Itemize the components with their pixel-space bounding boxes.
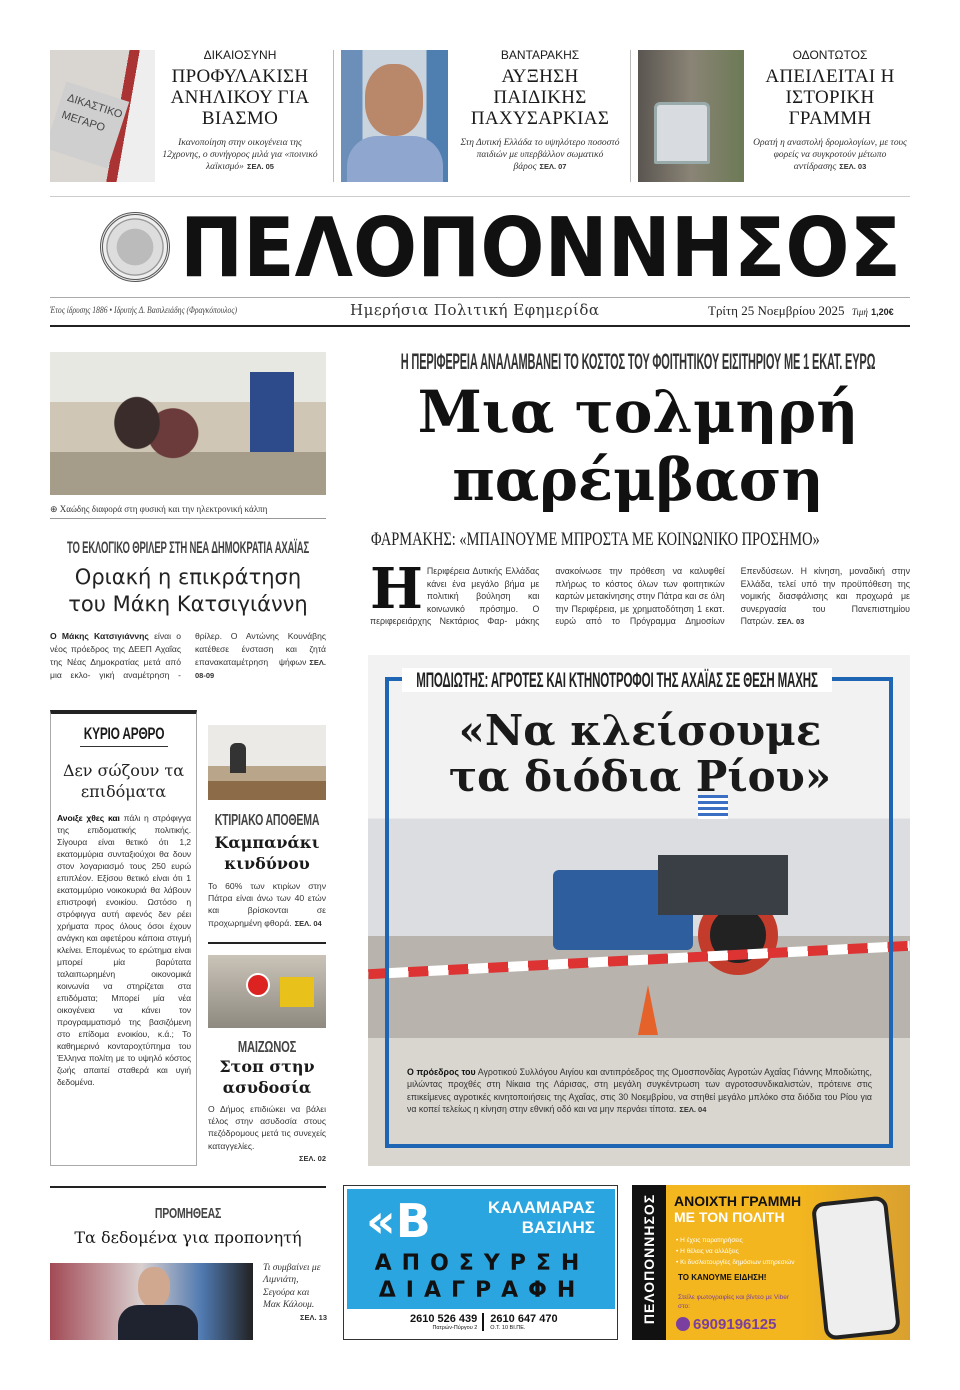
teaser-headline: ΑΠΕΙΛΕΙΤΑΙ Η ΙΣΤΟΡΙΚΗ ΓΡΑΜΜΗ (765, 66, 895, 129)
left-story-headline[interactable]: Οριακή η επικράτηση του Μάκη Κατσιγιάννη (68, 565, 308, 616)
voting-booth (250, 372, 294, 452)
teaser-2[interactable] (455, 48, 625, 173)
ad-phone: 6909196125 (676, 1316, 776, 1333)
ad-cta: ΤΟ ΚΑΝΟΥΜΕ ΕΙΔΗΣΗ! (678, 1273, 767, 1282)
teaser-summary: Ικανοποίηση στην οικογένεια της 12χρονης, ο συνήγορος μιλά για «ποινικό λαϊκισμό» ΣΕΛ. 05 (162, 138, 318, 172)
divider (630, 50, 631, 182)
coach-photo[interactable] (50, 1263, 253, 1340)
divider (50, 196, 910, 197)
ad-send: Στείλε φωτογραφίες και βίντεο με Viber στο: (678, 1294, 790, 1310)
sidewalk-barrier-photo[interactable] (208, 955, 326, 1028)
main-subhead: ΦΑΡΜΑΚΗΣ: «ΜΠΑΙΝΟΥΜΕ ΜΠΡΟΣΤΑ ΜΕ ΚΟΙΝΩΝΙΚΟ ΠΡΟΣΗΜΟ» (371, 530, 820, 550)
warning-sign (280, 977, 314, 1007)
portrait-face (365, 64, 423, 136)
main-kicker: Η ΠΕΡΙΦΕΡΕΙΑ ΑΝΑΛΑΜΒΑΝΕΙ ΤΟ ΚΟΣΤΟΣ ΤΟΥ ΦΟΙΤΗΤΙΚΟΥ ΕΙΣΙΤΗΡΙΟΥ ΜΕ 1 ΕΚΑΤ. ΕΥΡΩ (400, 349, 876, 374)
editorial-kicker: ΚΥΡΙΟ ΑΡΘΡΟ (83, 724, 164, 743)
courthouse-sign: ΔΙΚΑΣΤΙΚΟ ΜΕΓΑΡΟ (50, 82, 129, 169)
no-entry-sign (246, 973, 270, 997)
masthead-logo-seal (100, 212, 170, 282)
founding-info: Έτος ίδρυσης 1886 • Ιδρυτής Δ. Βασιλειάδης (Φραγκόπουλος) (50, 305, 237, 315)
teaser-photo-train[interactable] (638, 50, 744, 182)
ad-title: ΑΝΟΙΧΤΗ ΓΡΑΜΜΗ ΜΕ ΤΟΝ ΠΟΛΙΤΗ (674, 1193, 802, 1225)
ad-bullets: • Η έχεις παρατηρήσεις • Η θέλεις να αλλάξεις • Κι δυσλειτουργίες δημόσιων υπηρεσιών (676, 1237, 795, 1266)
teaser-3[interactable] (750, 48, 910, 173)
feature-caption: Ο πρόεδρος του Αγροτικού Συλλόγου Αιγίου και αντιπρόεδρος της Ομοσπονδίας Αγροτών Αχαΐας Γιάννης Μποδιώτης, μιλώντας προχθές στη Νίκαια της Λάρισας, στη μεγάλη συγκέντρωση των αγροτοσυνδικαλιστών, πρότεινε στις επικείμενες αγροτικές κινητοποιήσεις της Αχαΐας, στις 30 Νοεμβρίου, να στηθεί μεγάλο μπλόκο στα διόδια του Ρίου για να κοπεί τελείως η κίνηση στην εθνική οδό και να μην περνάει τίποτα. ΣΕΛ. 04 (407, 1067, 872, 1114)
polling-photo[interactable] (50, 352, 326, 495)
ad-brand: ΚΑΛΑΜΑΡΑΣ ΒΑΣΙΛΗΣ (487, 1198, 595, 1237)
side2-body: Ο Δήμος επιδιώκει να βάλει τέλος στην ασυδοσία στους πεζόδρομους μετά τις συνεχείς καταγγελίες. ΣΕΛ. 02 (208, 1104, 326, 1163)
teaser-summary: Στη Δυτική Ελλάδα το υψηλότερο ποσοστό παιδιών με υπερβάλλον σωματικό βάρος ΣΕΛ. 07 (460, 138, 620, 172)
coach-face (138, 1267, 170, 1307)
teaser-kicker: ΒΑΝΤΑΡΑΚΗΣ (500, 48, 580, 62)
teaser-summary: Ορατή η αναστολή δρομολογίων, με τους φορείς να συγκροτούν μέτωπο αντίδρασης ΣΕΛ. 03 (753, 138, 907, 172)
sports-kicker: ΠΡΟΜΗΘΕΑΣ (154, 1205, 222, 1222)
ad-open-line[interactable] (632, 1185, 910, 1340)
sports-body: Τι συμβαίνει με Λιμνιάτη, Σεγούρα και Μακ Κάλουμ. ΣΕΛ. 13 (263, 1263, 327, 1322)
ad-service: ΑΠΟΣΥΡΣΗ ΔΙΑΓΡΑΦΗ (374, 1251, 590, 1303)
main-body: Η Περιφέρεια Δυτικής Ελλάδας κάνει ένα μεγάλο βήμα με πολιτική βούληση και κοινωνικό πρόσημο. Ο περιφερειάρχης Νεκτάριος Φαρ- μάκης ανακοίνωσε την πρόθεση να καλυφθεί πλήρως το κόστος όλων των φοιτητικών καρτών μετακίνησης στην Πάτρα και σε όλη την Περιφέρεια, με χρηματοδότηση 1 εκατ. ευρώ από το Πρόγραμμα Δημοσίων Επενδύσεων. Η κίνηση, μοναδική στην Ελλάδα, τελεί υπό την προϋπόθεση της νομικής διασφάλισης και προχωρά με συνεργασία του Πανεπιστημίου Πατρών. ΣΕΛ. 03 (370, 556, 910, 627)
teaser-photo-portrait[interactable] (341, 50, 448, 182)
masthead-title: ΠΕΛΟΠΟΝΝΗΣΟΣ (180, 201, 902, 296)
teaser-photo-courthouse[interactable] (50, 50, 155, 182)
editorial-headline[interactable]: Δεν σώζουν τα επιδόματα (62, 761, 185, 801)
portrait-shirt (347, 136, 443, 182)
dropcap: Η (370, 556, 423, 622)
viber-icon (676, 1317, 690, 1331)
ad-side-title: ΠΕΛΟΠΟΝΝΗΣΟΣ (641, 1193, 657, 1325)
issue-date: Τρίτη 25 Νοεμβρίου 2025 Τιμή 1,20€ (708, 303, 894, 318)
tagline: Ημερήσια Πολιτική Εφημερίδα (350, 301, 600, 319)
side1-headline[interactable]: Καμπανάκι κινδύνου (214, 833, 320, 873)
main-headline[interactable]: Μια τολμηρή παρέμβαση (417, 378, 859, 514)
side2-kicker: ΜΑΙΖΩΝΟΣ (237, 1039, 297, 1056)
divider (208, 942, 326, 944)
side2-headline[interactable]: Στοπ στην ασυδοσία (219, 1057, 315, 1097)
kb-logo-icon: «B (366, 1194, 431, 1248)
teaser-headline: ΑΥΞΗΣΗ ΠΑΙΔΙΚΗΣ ΠΑΧΥΣΑΡΚΙΑΣ (470, 66, 610, 129)
feature-headline[interactable]: «Να κλείσουμε τα διόδια Ρίου» (448, 706, 832, 801)
photo-caption: ⊕ Χαώδης διαφορά στη φυσική και την ηλεκτρονική κάλπη (50, 504, 268, 514)
editorial-body: Ανοιξε χθες και πάλι η στρόφιγγα της επιδοματικής πολιτικής. Σίγουρα είναι θετικό ότι 1,2 εκατομμύρια συνταξιούχοι θα δουν στον λογαριασμό τους 250 ευρώ επιπλέον. Εξίσου θετικό είναι ότι 1 εκατομμύριο νοικοκυριά θα λάβουν επιστροφή ενοικίου. Ωστόσο η στρόφιγγα αυτή αφενός δεν ρέει χρήματα προς όλους όσοι έχουν ανάγκη και αφετέρου κάποια στιγμή κλείνει. Επομένως το ερώτημα είναι μπορεί μία βαρύτατα ταλαιπωρημένη οικονομικά κοινωνία να στηρίζεται στα επιδόματα; Μπορεί μία νέα οικογένεια να κάνει τον προγραμματισμό της βασιζόμενη στο επίδομα ενοικίου, κ.ά.; Το καθημερινό κονταροχτύπημα του Έλληνα πολίτη με το υψηλό κόστος ζωής απαιτεί σταθερά και υγιή δεδομένα. (57, 813, 191, 1087)
divider (50, 297, 910, 298)
smartphone-image (811, 1195, 901, 1340)
speaker (230, 743, 246, 773)
teaser-kicker: ΔΙΚΑΙΟΣΥΝΗ (203, 48, 277, 62)
left-story-kicker: ΤΟ ΕΚΛΟΓΙΚΟ ΘΡΙΛΕΡ ΣΤΗ ΝΕΑ ΔΗΜΟΚΡΑΤΙΑ ΑΧΑΪΑΣ (66, 538, 310, 557)
voters (110, 392, 200, 495)
left-story-body: Ο Μάκης Κατσιγιάννης είναι ο νέος πρόεδρος της ΔΕΕΠ Αχαΐας της Νέας Δημοκρατίας μετά από μια εκλο- γική αναμέτρηση - θρίλερ. Ο Αντώνης Κουνάβης κατέθεσε ένσταση και ζητά επανακαταμέτρηση ψήφων ΣΕΛ. 08-09 (50, 631, 326, 680)
side1-body: Το 60% των κτιρίων στην Πάτρα είναι άνω των 40 ετών και βρίσκονται σε προχωρημένη φθορά. ΣΕΛ. 04 (208, 881, 326, 928)
side1-kicker: ΚΤΙΡΙΑΚΟ ΑΠΟΘΕΜΑ (214, 812, 320, 829)
sports-headline[interactable]: Τα δεδομένα για προπονητή (74, 1228, 302, 1247)
divider (50, 518, 326, 519)
ad-contacts: 2610 526 439 Πατρών-Πύργου 2 2610 647 470 Ο.Τ. 10 ΒΙ.ΠΕ. (410, 1313, 558, 1331)
coach-suit (118, 1305, 198, 1340)
feature-kicker: ΜΠΟΔΙΩΤΗΣ: ΑΓΡΟΤΕΣ ΚΑΙ ΚΤΗΝΟΤΡΟΦΟΙ ΤΗΣ ΑΧΑΪΑΣ ΣΕ ΘΕΣΗ ΜΑΧΗΣ (402, 668, 832, 692)
teaser-kicker: ΟΔΟΝΤΩΤΟΣ (792, 48, 868, 62)
teaser-1[interactable] (160, 48, 320, 173)
divider (80, 746, 168, 747)
divider (333, 50, 334, 182)
train-shape (654, 102, 710, 164)
divider (50, 1186, 326, 1188)
teaser-headline: ΠΡΟΦΥΛΑΚΙΣΗ ΑΝΗΛΙΚΟΥ ΓΙΑ ΒΙΑΣΜΟ (170, 66, 310, 129)
masthead-rule (50, 325, 910, 327)
ad-kalamaras[interactable] (343, 1185, 618, 1340)
conference-photo[interactable] (208, 725, 326, 800)
